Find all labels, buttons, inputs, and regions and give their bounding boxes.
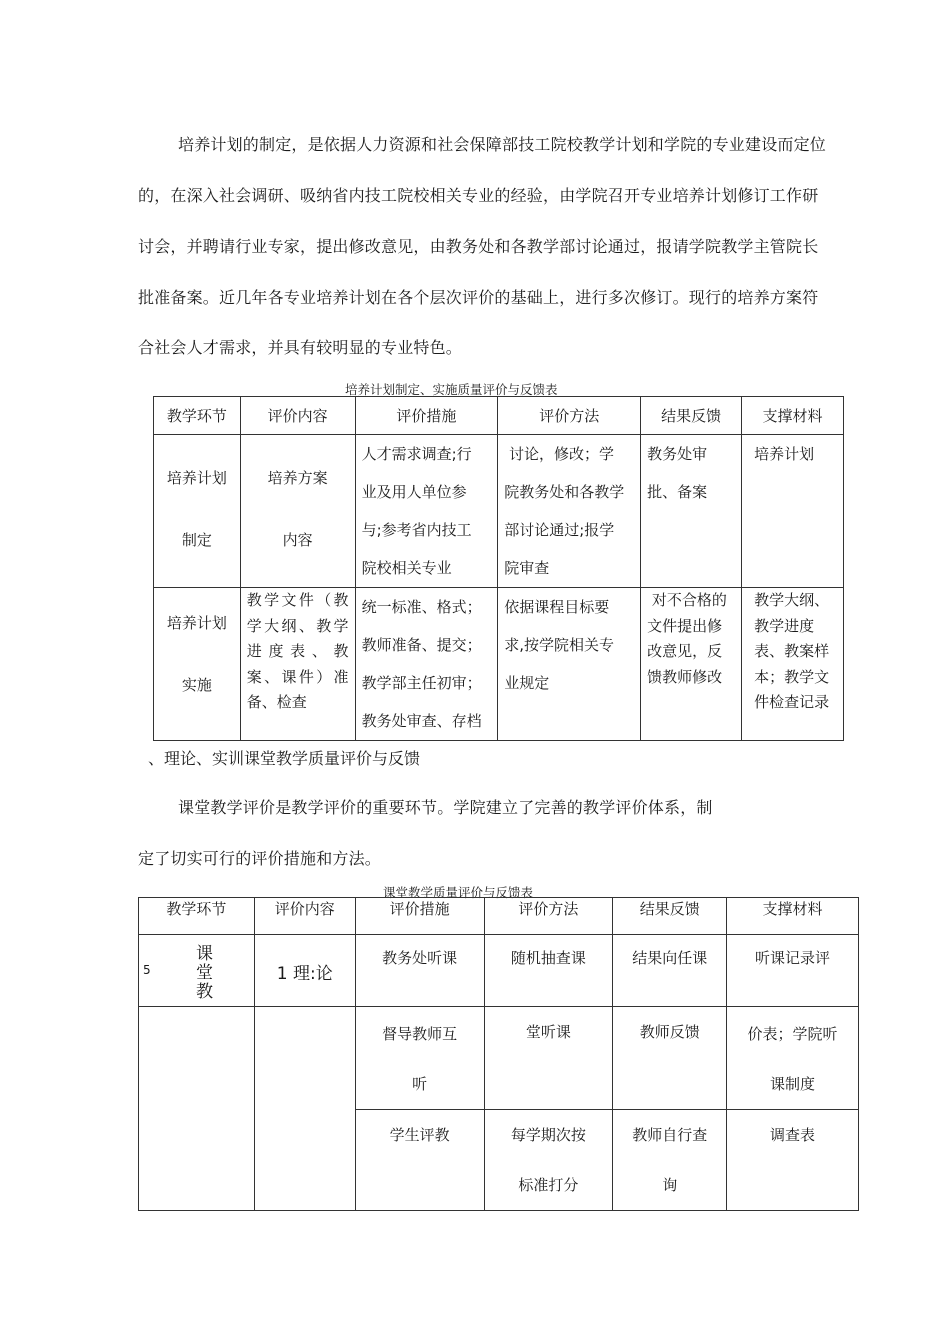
t2-content-empty <box>254 1007 355 1211</box>
t1r2-content <box>240 588 355 741</box>
t1r1-materials <box>742 435 844 588</box>
cell-line: 督导教师互 <box>382 1025 458 1043</box>
cell-line: 求,按学院相关专 <box>504 636 615 654</box>
cell-line: 教学部主任初审； <box>361 674 482 692</box>
cell-line: 培养计划 <box>166 469 227 487</box>
cell-line: 批、备案 <box>647 483 708 501</box>
cell-line: 课制度 <box>770 1075 816 1093</box>
table-row <box>139 1007 859 1110</box>
cell-line: 院审查 <box>504 559 550 577</box>
cell-line: 培养计划 <box>166 614 227 632</box>
t1-header-content: 评价内容 <box>240 397 355 435</box>
table1-caption: 培养计划制定、实施质量评价与反馈表 <box>345 382 558 397</box>
cell-line: 培养方案 <box>267 469 328 487</box>
cell-line: 件检查记录 <box>754 693 830 711</box>
cell-line: 教学进度 <box>754 616 815 635</box>
t2r1-measures: 教务处听课 <box>355 935 484 1007</box>
t2r3-method <box>484 1110 613 1211</box>
t2-header-method: 评价方法 <box>484 898 613 935</box>
t2-header-measures: 评价措施 <box>355 898 484 935</box>
t2r1-feedback: 结果向任课 <box>613 935 727 1007</box>
t1r2-stage <box>154 588 241 741</box>
para2-line-1: 课堂教学评价是教学评价的重要环节。学院建立了完善的教学评价体系，制 <box>178 798 713 817</box>
intro-line-4: 批准备案。近几年各专业培养计划在各个层次评价的基础上，进行多次修订。现行的培养方案符 <box>138 288 819 307</box>
t1-header-method: 评价方法 <box>498 397 641 435</box>
intro-line-3: 讨会，并聘请行业专家，提出修改意见，由教务处和各教学部讨论通过，报请学院教学主管院长 <box>138 237 819 256</box>
cell-line: 对不合格的 <box>647 591 727 609</box>
t1r2-measures <box>355 588 498 741</box>
t2r1-materials: 听课记录评 <box>727 935 859 1007</box>
t2-header-content: 评价内容 <box>254 898 355 935</box>
cell-line: 询 <box>662 1176 678 1194</box>
t2-stage-empty <box>139 1007 255 1211</box>
cell-line: 听 <box>412 1075 428 1093</box>
t2-header-feedback: 结果反馈 <box>613 898 727 935</box>
cell-line: 讨论，修改；学 <box>504 445 615 463</box>
t2-header-materials: 支撑材料 <box>727 898 859 935</box>
cell-line: 院校相关专业 <box>361 559 452 577</box>
intro-line-2: 的，在深入社会调研、吸纳省内技工院校相关专业的经验，由学院召开专业培养计划修订工作研 <box>138 186 819 205</box>
intro-line-1: 培养计划的制定，是依据人力资源和社会保障部技工院校教学计划和学院的专业建设而定位 <box>178 135 827 154</box>
t2r2-method: 堂听课 <box>484 1007 613 1110</box>
t1r2-materials <box>742 588 844 741</box>
para2-line-2: 定了切实可行的评价措施和方法。 <box>138 849 382 868</box>
cell-line: 堂 <box>196 963 213 983</box>
cell-line: 每学期次按 <box>510 1126 586 1144</box>
table2-caption: 课堂教学质量评价与反馈表 <box>383 885 534 900</box>
t1r1-measures <box>355 435 498 588</box>
t1-header-feedback: 结果反馈 <box>641 397 742 435</box>
t2r1-stage <box>139 935 255 1007</box>
t2r3-measures: 学生评教 <box>355 1110 484 1211</box>
stage-mark: 5 <box>143 963 151 977</box>
table-row <box>139 935 859 1007</box>
table1 <box>153 396 844 741</box>
cell-line: 馈教师修改 <box>647 667 723 686</box>
cell-line: 学大纲、教学 <box>246 616 349 635</box>
t1r1-stage <box>154 435 241 588</box>
t2r2-feedback: 教师反馈 <box>613 1007 727 1110</box>
t1r2-method <box>498 588 641 741</box>
cell-line: 业及用人单位参 <box>361 483 467 501</box>
table2-header-row <box>139 898 859 935</box>
cell-line: 教务处审查、存档 <box>361 712 482 730</box>
table1-header-row <box>154 397 844 435</box>
cell-line: 教师准备、提交； <box>361 636 482 654</box>
cell-line: 人才需求调查;行 <box>361 445 472 463</box>
section-heading: 、理论、实训课堂教学质量评价与反馈 <box>148 749 421 768</box>
cell-line: 内容 <box>282 531 313 549</box>
cell-line: 改意见，反 <box>647 642 723 660</box>
cell-line: 标准打分 <box>518 1176 579 1194</box>
cell-line: 案、课件）准 <box>246 667 349 686</box>
cell-line: 教务处审 <box>647 445 708 463</box>
t1-header-measures: 评价措施 <box>355 397 498 435</box>
cell-line: 部讨论通过;报学 <box>504 521 615 539</box>
cell-line: 实施 <box>181 676 212 694</box>
table-row <box>154 435 844 588</box>
t2r1-content: 1 理:论 <box>254 935 355 1007</box>
stage-vertical-text <box>196 945 213 1002</box>
t1-header-materials: 支撑材料 <box>742 397 844 435</box>
cell-line: 制定 <box>181 531 212 549</box>
t1r1-feedback <box>641 435 742 588</box>
cell-line: 进度表、教 <box>246 642 349 660</box>
cell-line: 备、检查 <box>246 693 307 711</box>
t2r1-method: 随机抽查课 <box>484 935 613 1007</box>
t2r3-materials: 调查表 <box>727 1110 859 1211</box>
t2r3-feedback <box>613 1110 727 1211</box>
t2r2-measures <box>355 1007 484 1110</box>
table2 <box>138 897 859 1211</box>
intro-line-5: 合社会人才需求，并具有较明显的专业特色。 <box>138 338 463 357</box>
t2r2-materials <box>727 1007 859 1110</box>
cell-line: 统一标准、格式； <box>361 598 482 616</box>
cell-line: 表、教案样 <box>754 642 830 660</box>
t2-header-stage: 教学环节 <box>139 898 255 935</box>
cell-line: 院教务处和各教学 <box>504 483 625 501</box>
cell-line: 文件提出修 <box>647 616 723 635</box>
cell-line: 培养计划 <box>754 445 815 463</box>
cell-line: 价表；学院听 <box>747 1025 838 1043</box>
cell-line: 业规定 <box>504 674 550 692</box>
cell-line: 课 <box>196 944 213 964</box>
cell-line: 与;参考省内技工 <box>361 521 472 539</box>
cell-line: 教 <box>196 982 213 1002</box>
table-row <box>154 588 844 741</box>
cell-line: 教学大纲、 <box>754 591 830 609</box>
t1r1-content <box>240 435 355 588</box>
t1r2-feedback <box>641 588 742 741</box>
cell-line: 教学文件（教 <box>246 591 349 609</box>
cell-line: 教师自行查 <box>632 1126 708 1144</box>
cell-line: 本；教学文 <box>754 667 830 686</box>
t1-header-stage: 教学环节 <box>154 397 241 435</box>
cell-line: 依据课程目标要 <box>504 598 610 616</box>
t1r1-method <box>498 435 641 588</box>
